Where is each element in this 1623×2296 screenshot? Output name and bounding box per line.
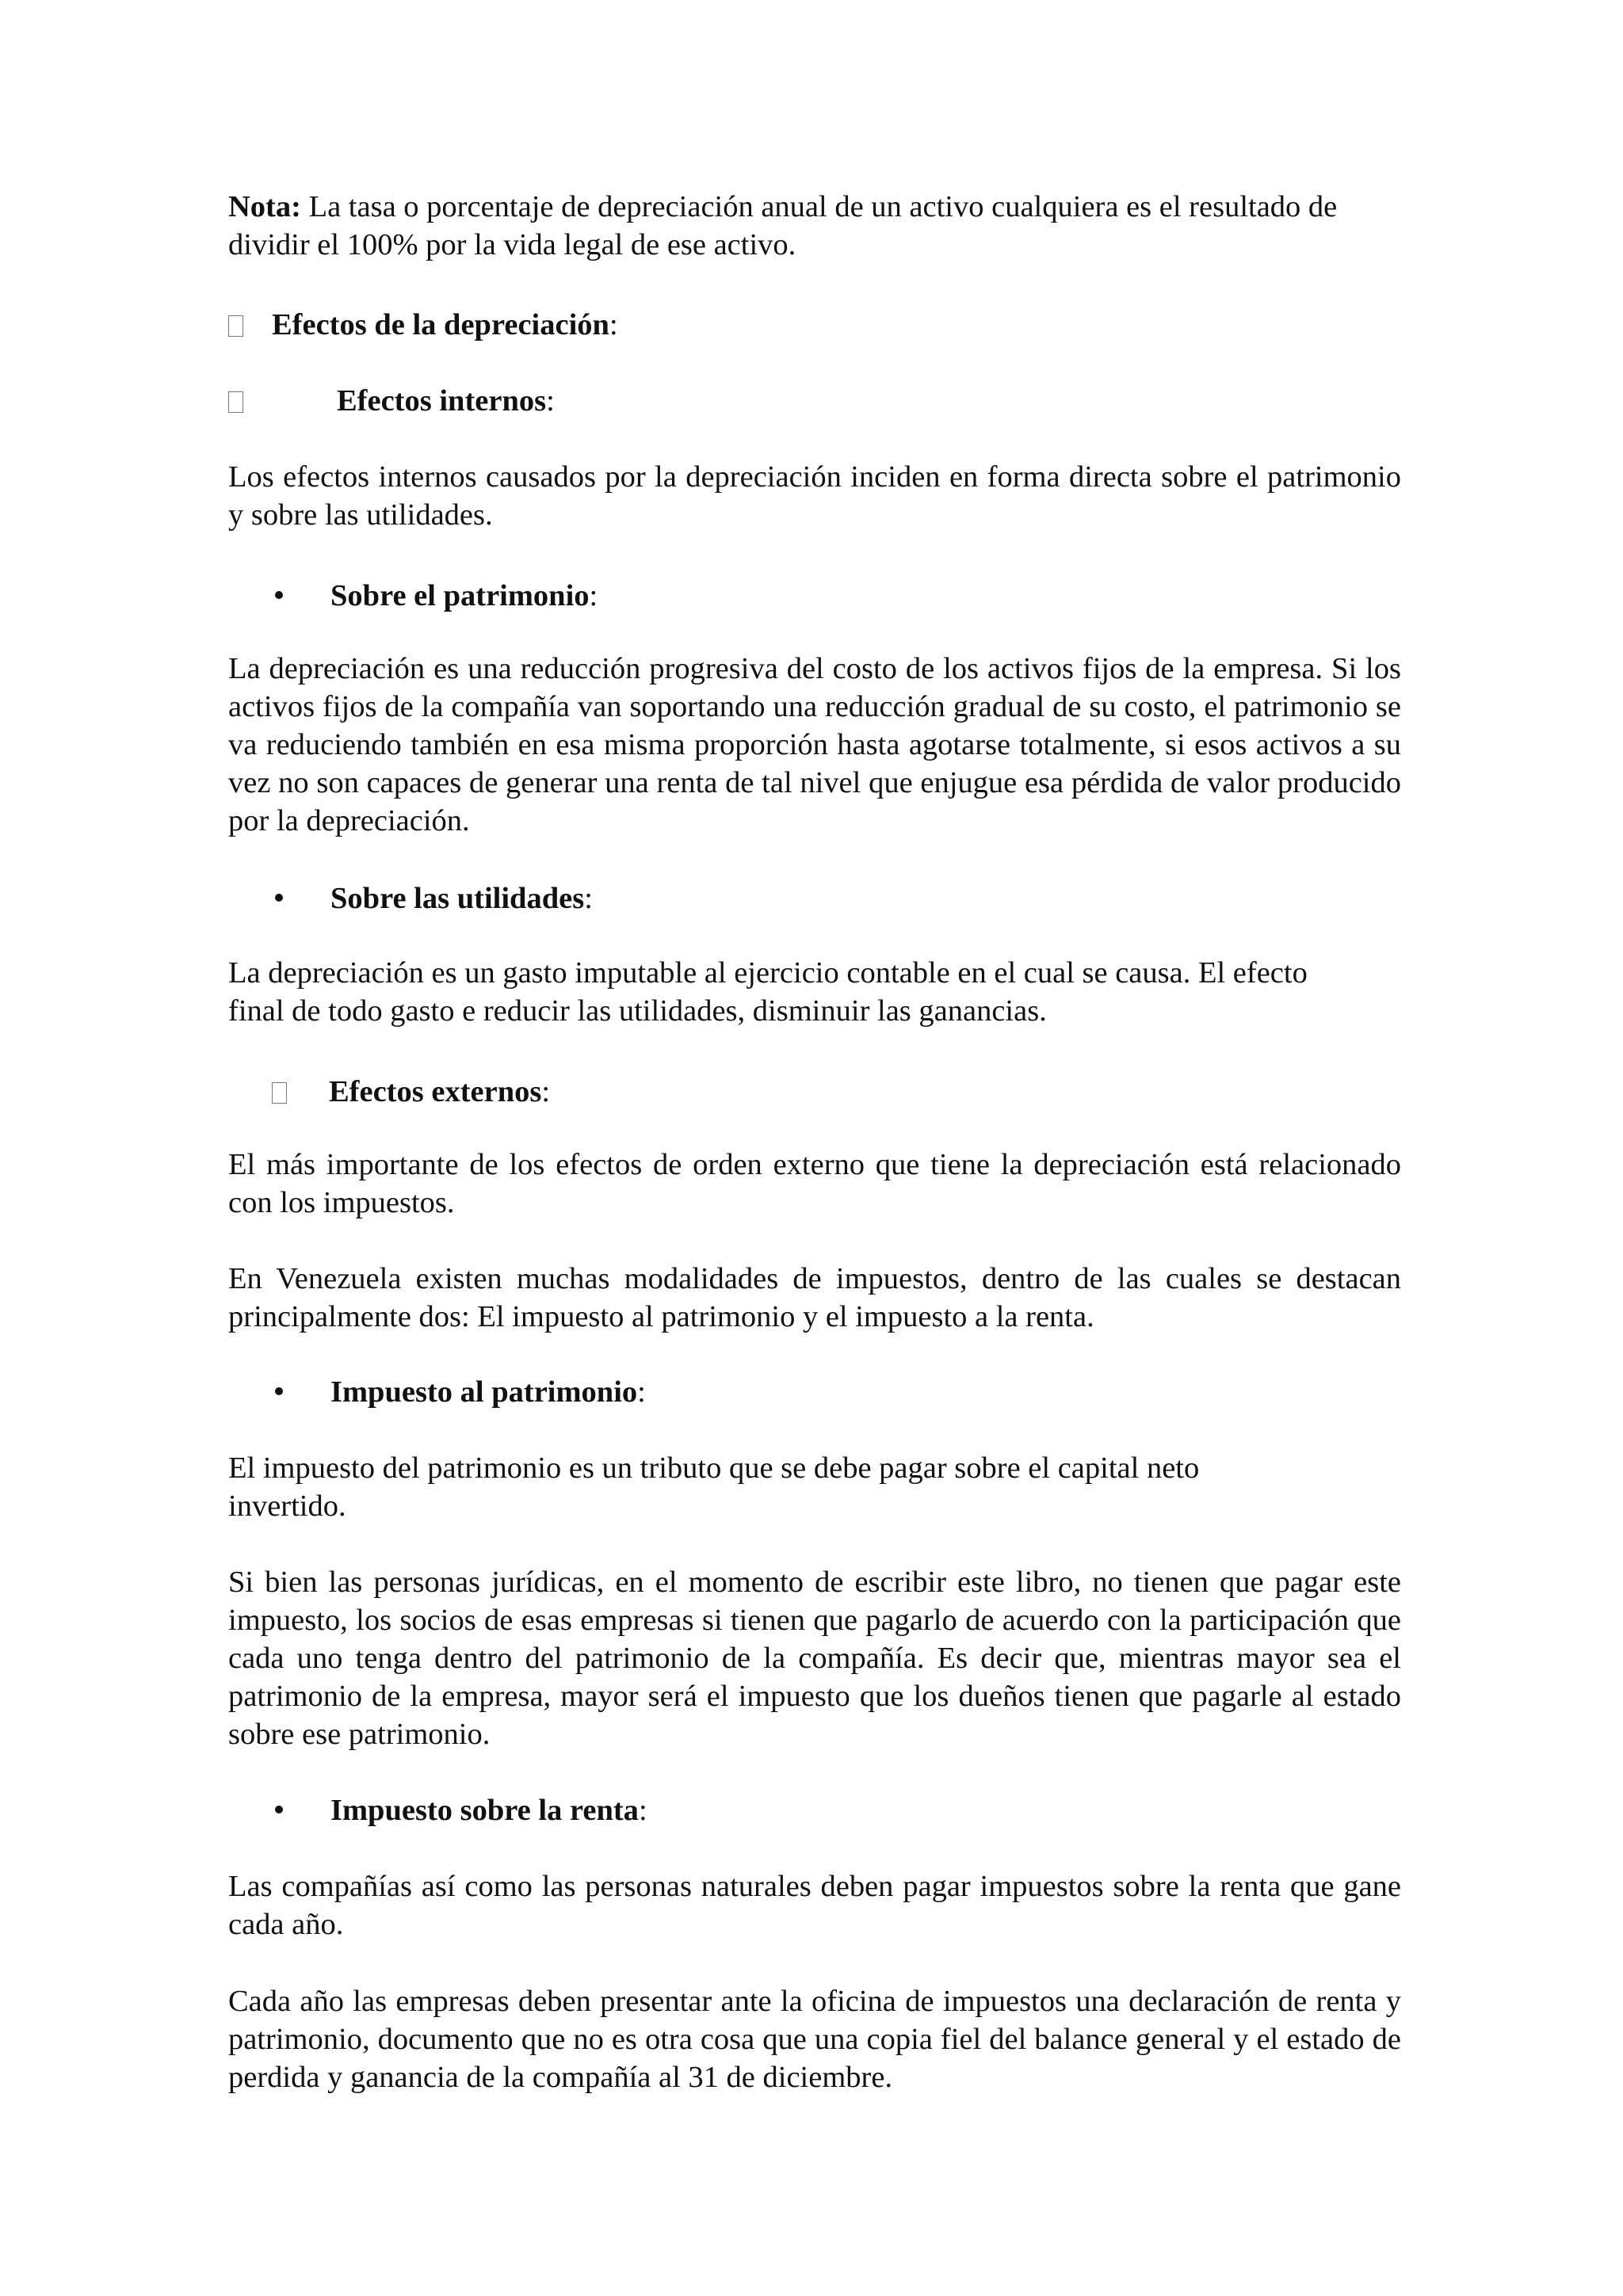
impuesto-patrimonio-line-1: El impuesto del patrimonio es un tributo que se debe pagar sobre el capital neto	[228, 1451, 1200, 1485]
bullet-icon	[275, 1806, 283, 1814]
bullet-icon	[275, 894, 283, 902]
checkbox-glyph-icon	[272, 1082, 287, 1104]
renta-paragraph: Las compañías así como las personas naturales deben pagar impuestos sobre la renta que gane cada año.	[228, 1870, 1401, 1941]
note-paragraph	[228, 188, 1401, 264]
utilidades-line-1: La depreciación es un gasto imputable al ejercicio contable en el cual se causa. El efecto	[228, 956, 1308, 990]
impuesto-patrimonio-paragraph	[228, 1449, 1401, 1525]
utilidades-paragraph	[228, 954, 1401, 1030]
note-label: Nota:	[228, 190, 301, 223]
checkbox-glyph-icon	[228, 391, 243, 413]
patrimonio-paragraph: La depreciación es una reducción progresiva del costo de los activos fijos de la empresa. Si los activos fijos de la compañía van soportando una reducción gradual de su costo, el patrimonio se va reduciendo también en esa misma proporción hasta agotarse totalmente, si esos activos a su vez no son capaces de generar una renta de tal nivel que enjugue esa pérdida de valor producido por la depreciación.	[228, 652, 1401, 837]
declaracion-paragraph: Cada año las empresas deben presentar ante la oficina de impuestos una declaración de renta y patrimonio, documento que no es otra cosa que una copia fiel del balance general y el estado de perdida y ganancia de la compañía al 31 de diciembre.	[228, 1985, 1401, 2094]
internal-heading-label: Efectos internos	[337, 384, 547, 418]
internal-paragraph: Los efectos internos causados por la depreciación inciden en forma directa sobre el patrimonio y sobre las utilidades.	[228, 460, 1401, 532]
bullet-renta: Impuesto sobre la renta:	[275, 1791, 647, 1829]
bullet-icon	[275, 1387, 283, 1395]
checkbox-glyph-icon	[228, 315, 243, 337]
utilidades-line-2: final de todo gasto e reducir las utilidades, disminuir las ganancias.	[228, 994, 1047, 1028]
internal-heading: Efectos internos:	[228, 382, 1401, 420]
bullet-impuesto-patrimonio: Impuesto al patrimonio:	[275, 1373, 646, 1411]
venezuela-paragraph: En Venezuela existen muchas modalidades de impuestos, dentro de las cuales se destacan principalmente dos: El impuesto al patrimonio y el impuesto a la renta.	[228, 1262, 1401, 1333]
bullet-icon	[275, 591, 283, 599]
note-text: La tasa o porcentaje de depreciación anual de un activo cualquiera es el resultado de dividir el 100% por la vida legal de ese activo.	[228, 190, 1338, 261]
effects-heading-label: Efectos de la depreciación	[272, 308, 609, 341]
socios-paragraph: Si bien las personas jurídicas, en el momento de escribir este libro, no tienen que pagar este impuesto, los socios de esas empresas si tienen que pagarlo de acuerdo con la participación que cada uno tenga dentro del patrimonio de la compañía. Es decir que, mientras mayor sea el patrimonio de la empresa, mayor será el impuesto que los dueños tienen que pagarle al estado sobre ese patrimonio.	[228, 1566, 1401, 1751]
bullet-patrimonio: Sobre el patrimonio:	[275, 577, 598, 615]
external-heading: Efectos externos:	[272, 1073, 550, 1111]
bullet-utilidades: Sobre las utilidades:	[275, 879, 593, 917]
external-paragraph: El más importante de los efectos de orden externo que tiene la depreciación está relacionado con los impuestos.	[228, 1148, 1401, 1219]
impuesto-patrimonio-line-2: invertido.	[228, 1489, 346, 1523]
effects-heading: Efectos de la depreciación:	[228, 306, 1401, 344]
